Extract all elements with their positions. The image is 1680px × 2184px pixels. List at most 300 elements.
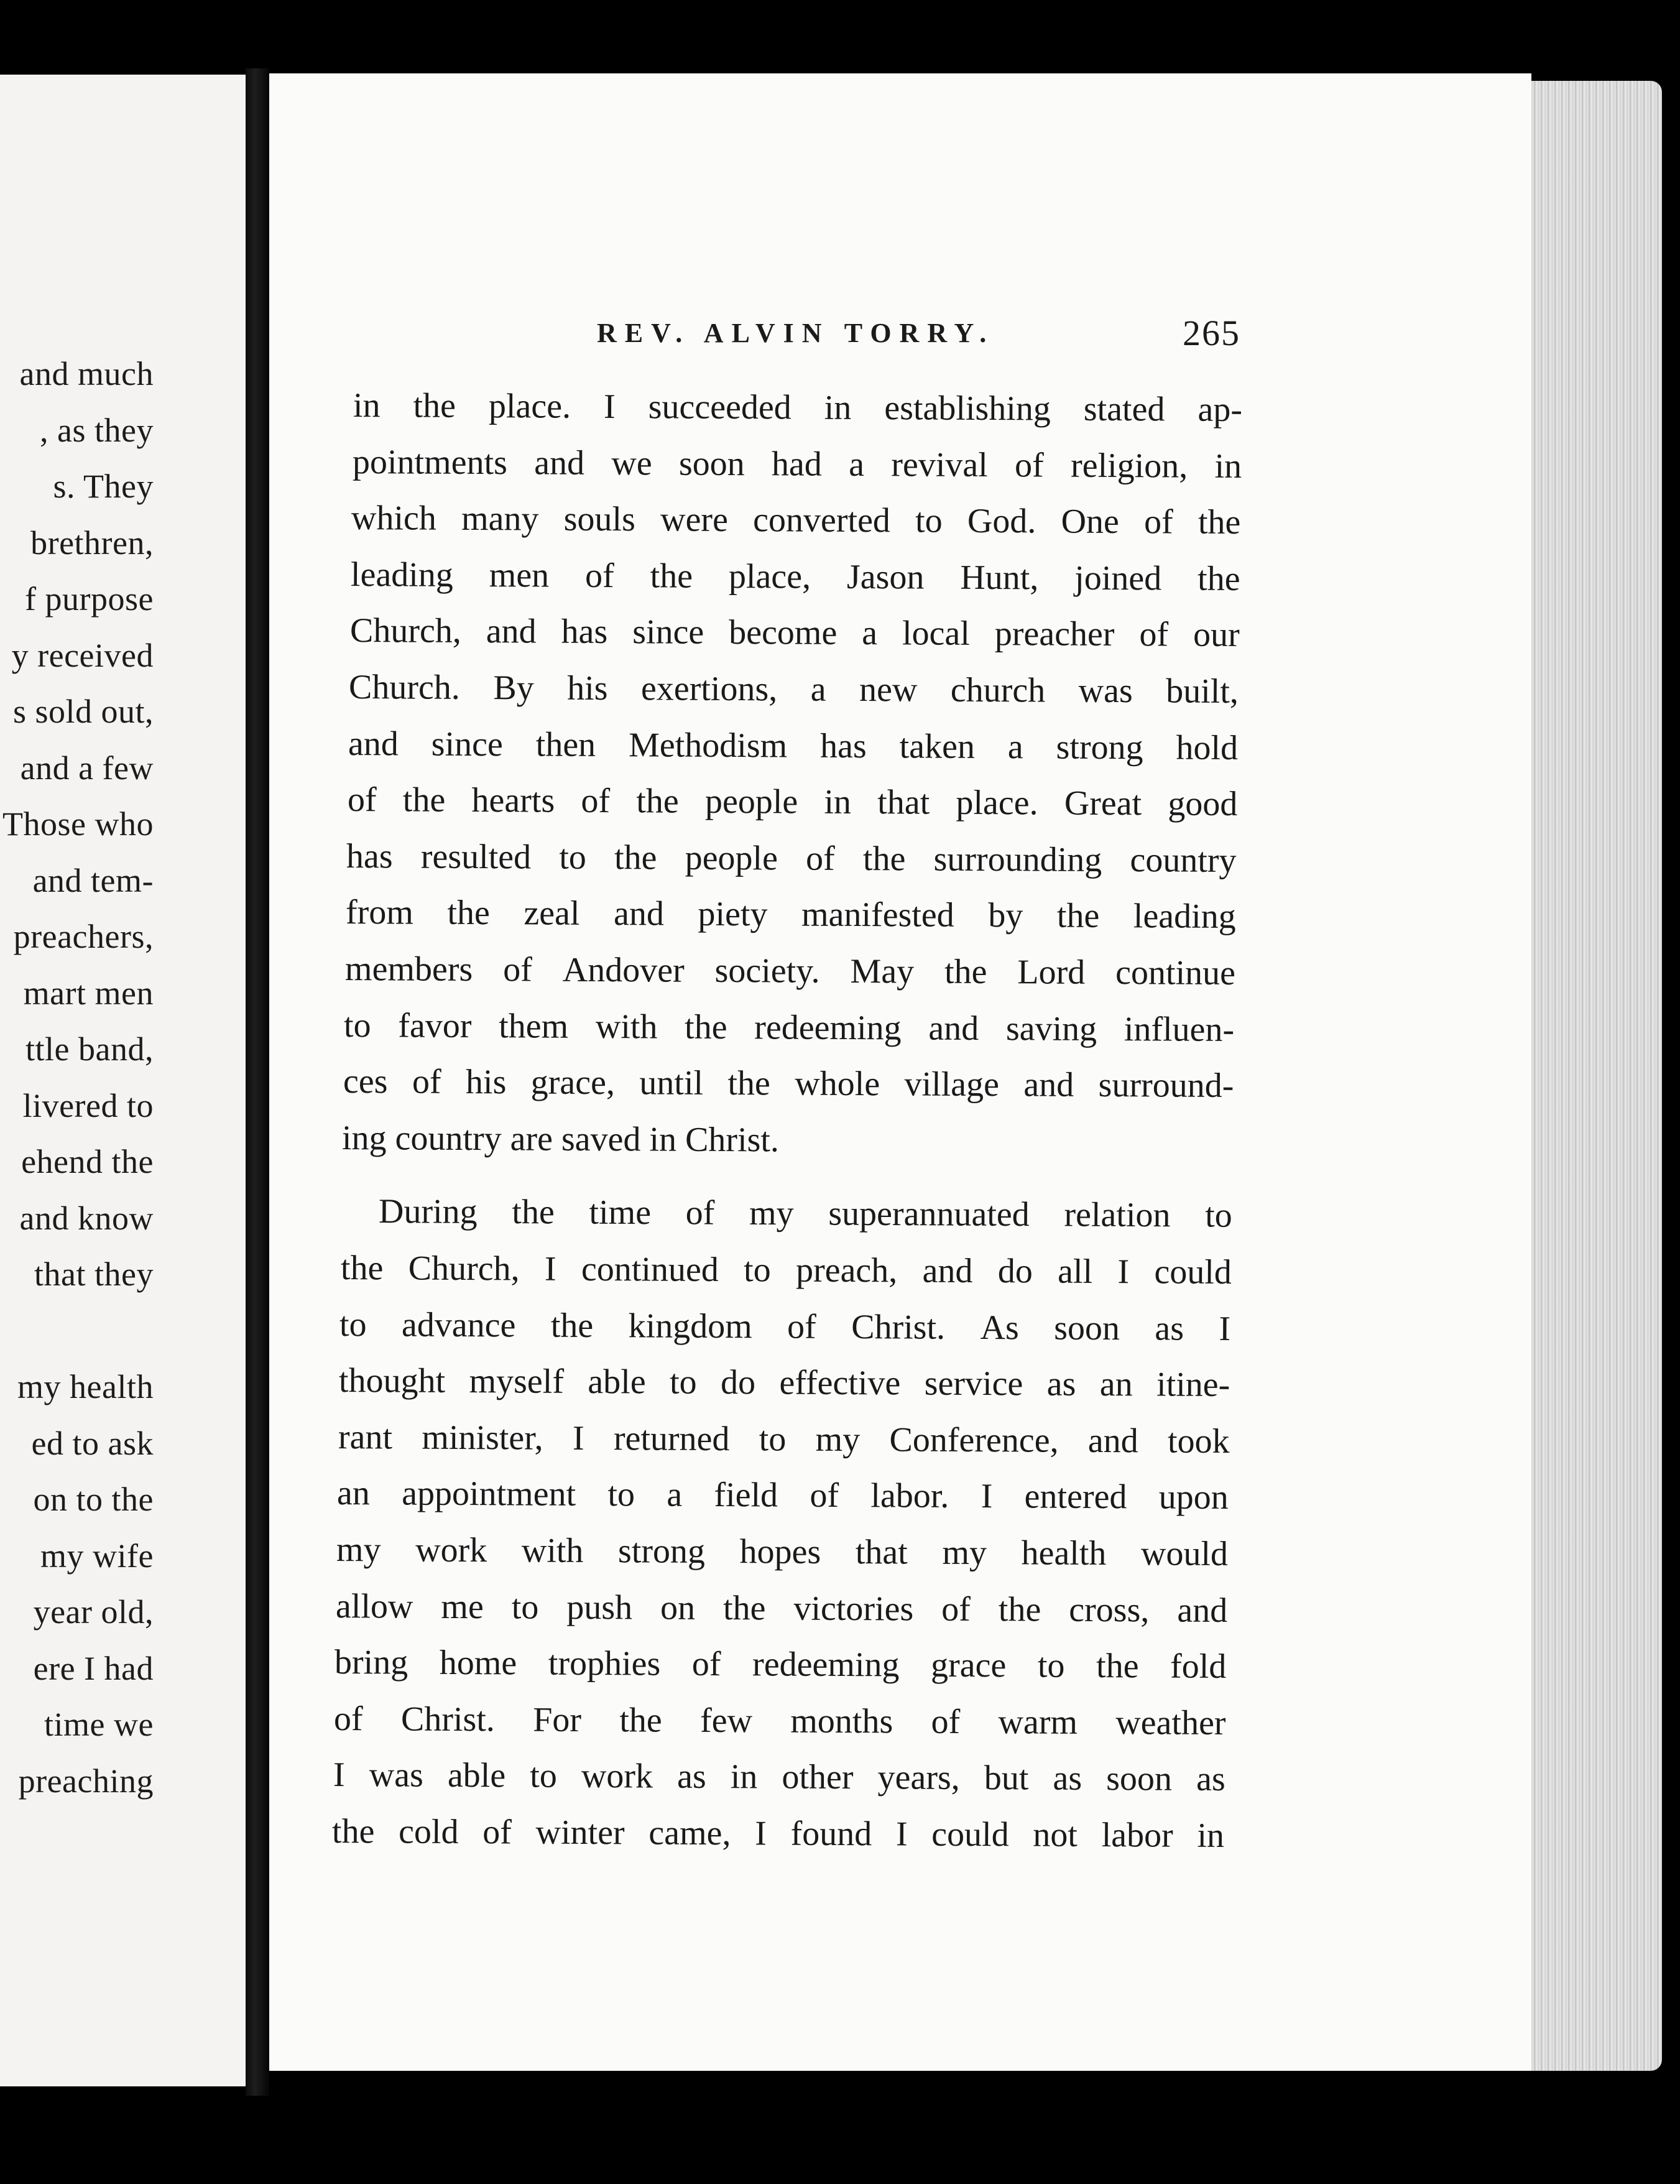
word: on bbox=[660, 1588, 695, 1627]
word: I bbox=[981, 1477, 993, 1516]
word: which bbox=[351, 499, 437, 538]
word: the bbox=[447, 894, 490, 933]
word: the bbox=[332, 1812, 375, 1851]
body-line bbox=[341, 1248, 1232, 1292]
word: good bbox=[1167, 784, 1238, 824]
word: strong bbox=[617, 1532, 706, 1571]
word: months bbox=[790, 1701, 893, 1741]
left-page-line: ere I had bbox=[33, 1649, 154, 1687]
word: manifested bbox=[801, 895, 954, 935]
word: I bbox=[333, 1756, 345, 1795]
word: the bbox=[685, 1007, 727, 1047]
word: the bbox=[650, 557, 693, 596]
word: Christ. bbox=[851, 1307, 946, 1347]
word: by bbox=[987, 896, 1023, 935]
word: to bbox=[743, 1251, 771, 1290]
word: and bbox=[613, 894, 664, 933]
word: preacher bbox=[994, 614, 1115, 654]
word: society. bbox=[714, 951, 820, 991]
word: and bbox=[1176, 1591, 1227, 1630]
word: resulted bbox=[420, 837, 532, 877]
word: his bbox=[465, 1063, 507, 1102]
word: labor bbox=[1101, 1816, 1174, 1855]
word: Jason bbox=[846, 557, 925, 597]
word: his bbox=[567, 669, 608, 708]
word: pointments bbox=[352, 442, 507, 482]
body-line-text: ing country are saved in Christ. bbox=[342, 1118, 780, 1160]
word: and bbox=[1023, 1065, 1074, 1104]
word: fold bbox=[1170, 1647, 1227, 1687]
word: our bbox=[1193, 616, 1240, 655]
word: the bbox=[727, 1064, 770, 1103]
body-line bbox=[336, 1530, 1228, 1574]
word: of bbox=[931, 1702, 961, 1741]
word: I bbox=[1219, 1309, 1231, 1348]
word: bring bbox=[335, 1643, 408, 1682]
word: Conference, bbox=[889, 1420, 1059, 1460]
word: of bbox=[482, 1813, 512, 1852]
word: surrounding bbox=[933, 840, 1102, 879]
word: appointment bbox=[402, 1474, 576, 1514]
word: the bbox=[1197, 559, 1240, 598]
word: field bbox=[714, 1476, 778, 1515]
word: were bbox=[660, 500, 729, 540]
word: grace, bbox=[530, 1063, 615, 1103]
word: Hunt, bbox=[960, 558, 1039, 598]
body-line bbox=[332, 1812, 1224, 1856]
left-page-line: f purpose bbox=[25, 580, 154, 618]
word: relation bbox=[1064, 1195, 1171, 1235]
word: I bbox=[603, 387, 616, 427]
word: people bbox=[704, 782, 798, 821]
word: and bbox=[486, 612, 537, 651]
word: push bbox=[566, 1588, 632, 1627]
word: rant bbox=[338, 1417, 392, 1457]
word: the bbox=[614, 838, 657, 877]
word: Great bbox=[1064, 784, 1142, 823]
left-page-line: s sold out, bbox=[12, 693, 154, 730]
word: built, bbox=[1166, 672, 1239, 711]
word: found bbox=[790, 1814, 872, 1854]
word: local bbox=[902, 614, 970, 654]
word: kingdom bbox=[628, 1306, 753, 1346]
left-page-line: ed to ask bbox=[31, 1424, 154, 1462]
word: Church, bbox=[349, 611, 461, 651]
word: but bbox=[984, 1759, 1029, 1798]
word: and bbox=[922, 1251, 973, 1290]
word: since bbox=[632, 613, 704, 652]
word: revival bbox=[890, 445, 988, 484]
word: able bbox=[588, 1363, 646, 1402]
word: souls bbox=[563, 499, 636, 539]
left-page-line: and tem- bbox=[32, 861, 154, 899]
body-line bbox=[344, 949, 1235, 993]
word: God. bbox=[967, 502, 1036, 541]
word: men bbox=[489, 555, 550, 595]
body-line bbox=[337, 1473, 1229, 1517]
word: of bbox=[1144, 502, 1174, 542]
body-line bbox=[349, 611, 1239, 655]
word: entered bbox=[1024, 1477, 1127, 1517]
word: minister, bbox=[421, 1418, 543, 1458]
word: and bbox=[533, 443, 584, 483]
word: continued bbox=[581, 1249, 719, 1289]
word: myself bbox=[469, 1362, 565, 1401]
word: place. bbox=[955, 783, 1038, 823]
word: the bbox=[863, 839, 906, 879]
word: of bbox=[580, 782, 610, 821]
body-line bbox=[342, 1118, 1233, 1162]
left-page-line: s. They bbox=[53, 468, 154, 505]
word: other bbox=[781, 1757, 854, 1797]
word: members bbox=[344, 950, 473, 989]
word: village bbox=[904, 1065, 999, 1104]
word: to bbox=[607, 1475, 635, 1514]
word: returned bbox=[613, 1418, 730, 1458]
word: country bbox=[1130, 840, 1237, 880]
word: As bbox=[980, 1308, 1020, 1347]
word: effective bbox=[779, 1363, 901, 1403]
word: ap- bbox=[1198, 390, 1243, 429]
word: thought bbox=[338, 1361, 446, 1401]
word: has bbox=[561, 613, 607, 652]
word: that bbox=[877, 783, 930, 822]
word: favor bbox=[398, 1006, 472, 1045]
word: soon bbox=[1054, 1308, 1120, 1348]
word: surround- bbox=[1098, 1066, 1234, 1106]
word: of bbox=[685, 1193, 715, 1233]
body-line bbox=[339, 1361, 1230, 1405]
word: zeal bbox=[524, 894, 580, 933]
word: upon bbox=[1158, 1478, 1229, 1517]
word: of bbox=[1138, 615, 1168, 654]
body-line bbox=[343, 1062, 1234, 1106]
left-page-line: , as they bbox=[40, 411, 154, 449]
word: do bbox=[720, 1363, 756, 1402]
word: my bbox=[815, 1420, 861, 1459]
body-line bbox=[344, 1006, 1234, 1050]
word: winter bbox=[535, 1813, 625, 1853]
word: leading bbox=[350, 555, 453, 595]
word: that bbox=[855, 1533, 908, 1572]
body-line bbox=[334, 1699, 1226, 1743]
word: as bbox=[1046, 1364, 1076, 1404]
word: Church. bbox=[349, 668, 461, 707]
word: a bbox=[667, 1475, 683, 1515]
left-page-line: year old, bbox=[33, 1593, 154, 1631]
word: grace bbox=[931, 1645, 1007, 1685]
word: hopes bbox=[739, 1532, 821, 1571]
word: of bbox=[941, 1589, 971, 1629]
left-page-line: y received bbox=[11, 636, 154, 674]
word: trophies bbox=[548, 1644, 661, 1683]
body-line bbox=[379, 1191, 1232, 1236]
word: to bbox=[759, 1420, 787, 1459]
word: in bbox=[824, 388, 852, 427]
word: was bbox=[369, 1756, 423, 1795]
word: soon bbox=[1105, 1759, 1172, 1798]
word: able bbox=[447, 1756, 505, 1795]
body-line bbox=[346, 836, 1237, 881]
word: the bbox=[512, 1193, 555, 1232]
word: of bbox=[1014, 445, 1044, 485]
left-page-line: and know bbox=[19, 1199, 154, 1237]
word: to bbox=[1038, 1646, 1065, 1685]
word: years, bbox=[877, 1758, 960, 1798]
body-line bbox=[347, 780, 1237, 824]
word: the bbox=[340, 1249, 384, 1288]
word: cold bbox=[399, 1812, 459, 1851]
word: I bbox=[896, 1815, 908, 1854]
word: a bbox=[1007, 727, 1023, 766]
word: allow bbox=[335, 1586, 413, 1626]
word: the bbox=[722, 1588, 766, 1627]
word: time bbox=[589, 1193, 652, 1233]
word: in bbox=[823, 782, 851, 822]
word: I bbox=[544, 1249, 556, 1289]
word: I bbox=[1117, 1252, 1130, 1292]
word: came, bbox=[648, 1813, 731, 1853]
word: people bbox=[685, 838, 778, 878]
word: redeeming bbox=[754, 1007, 902, 1047]
word: to bbox=[915, 501, 943, 540]
body-line bbox=[352, 442, 1241, 486]
word: Methodism bbox=[628, 725, 788, 766]
word: weather bbox=[1115, 1703, 1226, 1742]
word: ces bbox=[343, 1062, 388, 1101]
word: then bbox=[535, 725, 596, 764]
word: of bbox=[806, 839, 836, 878]
word: not bbox=[1033, 1815, 1078, 1854]
word: the bbox=[1056, 896, 1100, 936]
word: as bbox=[1155, 1309, 1184, 1348]
word: in bbox=[730, 1757, 758, 1797]
word: labor. bbox=[870, 1476, 949, 1516]
word: establishing bbox=[884, 389, 1051, 428]
left-page-line: mart men bbox=[23, 974, 154, 1012]
word: hold bbox=[1176, 728, 1239, 767]
word: as bbox=[1052, 1759, 1082, 1798]
word: my bbox=[749, 1194, 794, 1233]
word: the bbox=[413, 386, 456, 425]
word: Andover bbox=[562, 950, 685, 990]
left-page-line: on to the bbox=[33, 1481, 154, 1518]
word: the bbox=[998, 1589, 1041, 1629]
word: home bbox=[439, 1644, 517, 1683]
word: itine- bbox=[1156, 1365, 1230, 1405]
word: taken bbox=[899, 726, 975, 766]
word: place, bbox=[728, 557, 811, 596]
word: advance bbox=[402, 1305, 516, 1344]
word: we bbox=[611, 443, 652, 483]
word: of bbox=[333, 1699, 363, 1739]
word: For bbox=[532, 1700, 582, 1739]
word: May bbox=[849, 951, 914, 991]
word: the bbox=[1198, 502, 1241, 542]
word: to bbox=[559, 838, 587, 877]
word: since bbox=[431, 724, 503, 764]
word: During bbox=[378, 1192, 478, 1232]
word: of bbox=[692, 1644, 721, 1684]
word: preach, bbox=[795, 1251, 898, 1290]
word: cross, bbox=[1068, 1590, 1150, 1629]
body-line bbox=[351, 555, 1240, 599]
word: work bbox=[581, 1757, 653, 1796]
left-page-line: preachers, bbox=[13, 918, 154, 955]
word: was bbox=[1078, 671, 1133, 711]
word: many bbox=[461, 499, 539, 539]
facing-page-left bbox=[0, 75, 246, 2086]
word: until bbox=[639, 1063, 704, 1103]
word: the bbox=[402, 780, 445, 820]
word: converted bbox=[753, 501, 891, 540]
word: religion, bbox=[1070, 446, 1188, 486]
word: and bbox=[928, 1009, 979, 1048]
word: warm bbox=[998, 1703, 1078, 1742]
word: with bbox=[595, 1007, 658, 1047]
page-edges bbox=[1531, 81, 1662, 2071]
word: to bbox=[669, 1363, 697, 1402]
word: a bbox=[848, 445, 864, 484]
left-page-line: brethren, bbox=[30, 524, 154, 562]
word: to bbox=[511, 1587, 539, 1627]
word: could bbox=[1154, 1252, 1232, 1292]
word: an bbox=[1099, 1365, 1133, 1404]
word: hearts bbox=[471, 781, 555, 820]
word: soon bbox=[678, 444, 745, 483]
word: as bbox=[1196, 1760, 1225, 1799]
word: do bbox=[997, 1252, 1033, 1291]
left-page-line: my wife bbox=[40, 1537, 154, 1575]
left-page-line: ttle band, bbox=[25, 1030, 154, 1068]
word: in bbox=[1214, 447, 1242, 486]
word: has bbox=[819, 726, 867, 766]
body-line bbox=[353, 386, 1242, 430]
word: my bbox=[942, 1533, 987, 1573]
word: from bbox=[345, 893, 413, 932]
word: joined bbox=[1074, 558, 1162, 598]
word: continue bbox=[1115, 953, 1235, 993]
word: of bbox=[502, 950, 532, 989]
word: become bbox=[728, 613, 838, 653]
left-page-line: and much bbox=[19, 355, 154, 392]
word: them bbox=[499, 1006, 569, 1046]
word: the bbox=[635, 782, 679, 821]
word: my bbox=[336, 1530, 381, 1570]
word: an bbox=[337, 1474, 371, 1513]
word: could bbox=[931, 1815, 1010, 1854]
word: redeeming bbox=[752, 1645, 900, 1685]
word: I bbox=[572, 1418, 584, 1458]
body-line bbox=[349, 667, 1239, 711]
word: to bbox=[1205, 1196, 1233, 1236]
word: had bbox=[771, 444, 822, 484]
word: stated bbox=[1083, 389, 1165, 429]
word: as bbox=[676, 1757, 706, 1797]
body-line bbox=[348, 724, 1238, 768]
word: in bbox=[1197, 1816, 1225, 1856]
left-page-line: livered to bbox=[22, 1086, 154, 1124]
left-page-line: my health bbox=[17, 1368, 154, 1405]
body-line bbox=[335, 1586, 1227, 1631]
word: of bbox=[787, 1307, 817, 1346]
left-page-line: and a few bbox=[20, 749, 154, 787]
word: few bbox=[699, 1701, 753, 1741]
word: whole bbox=[794, 1064, 880, 1104]
word: influen- bbox=[1124, 1009, 1235, 1049]
body-line bbox=[339, 1305, 1230, 1349]
word: work bbox=[415, 1530, 487, 1570]
word: of bbox=[412, 1062, 441, 1101]
left-page-line: time we bbox=[44, 1706, 154, 1743]
word: Christ. bbox=[400, 1700, 495, 1739]
word: of bbox=[810, 1476, 839, 1515]
word: the bbox=[1096, 1647, 1139, 1686]
word: strong bbox=[1056, 728, 1143, 767]
left-page-line: preaching bbox=[18, 1762, 154, 1800]
word: of bbox=[347, 780, 377, 820]
word: By bbox=[493, 669, 535, 708]
body-line bbox=[351, 498, 1241, 542]
word: to bbox=[529, 1756, 557, 1796]
word: to bbox=[339, 1305, 367, 1344]
word: would bbox=[1140, 1534, 1229, 1574]
word: place. bbox=[488, 387, 571, 426]
word: church bbox=[950, 670, 1046, 710]
word: and bbox=[1087, 1421, 1138, 1461]
word: superannuated bbox=[828, 1194, 1030, 1234]
body-line bbox=[335, 1642, 1227, 1687]
word: to bbox=[343, 1006, 371, 1045]
left-page-line: Those who bbox=[2, 805, 154, 843]
word: took bbox=[1167, 1422, 1230, 1461]
word: a bbox=[861, 614, 877, 653]
word: has bbox=[346, 836, 393, 876]
word: leading bbox=[1133, 897, 1236, 937]
book-gutter bbox=[246, 68, 269, 2096]
word: all bbox=[1057, 1252, 1093, 1291]
word: I bbox=[755, 1814, 767, 1853]
word: in bbox=[353, 386, 381, 425]
left-page-line: ehend the bbox=[21, 1143, 154, 1180]
word: with bbox=[521, 1531, 584, 1570]
word: the bbox=[944, 952, 987, 992]
word: saving bbox=[1005, 1009, 1097, 1048]
word: a bbox=[810, 670, 826, 709]
body-line bbox=[346, 892, 1236, 937]
page-number: 265 bbox=[1183, 313, 1240, 353]
word: me bbox=[440, 1587, 484, 1626]
word: victories bbox=[793, 1589, 914, 1629]
body-line bbox=[333, 1755, 1225, 1799]
word: and bbox=[348, 724, 399, 763]
word: succeeded bbox=[648, 387, 792, 427]
word: service bbox=[924, 1364, 1023, 1404]
word: the bbox=[619, 1701, 662, 1740]
word: piety bbox=[698, 895, 768, 934]
word: Lord bbox=[1017, 953, 1085, 992]
word: of bbox=[584, 556, 614, 595]
left-page-line: that they bbox=[34, 1256, 154, 1293]
body-line bbox=[338, 1417, 1230, 1461]
word: the bbox=[551, 1306, 594, 1345]
word: health bbox=[1021, 1534, 1107, 1573]
word: new bbox=[859, 670, 918, 710]
word: Church, bbox=[408, 1249, 520, 1289]
word: exertions, bbox=[641, 669, 778, 709]
running-head: REV. ALVIN TORRY. bbox=[597, 318, 995, 348]
word: One bbox=[1061, 502, 1120, 542]
